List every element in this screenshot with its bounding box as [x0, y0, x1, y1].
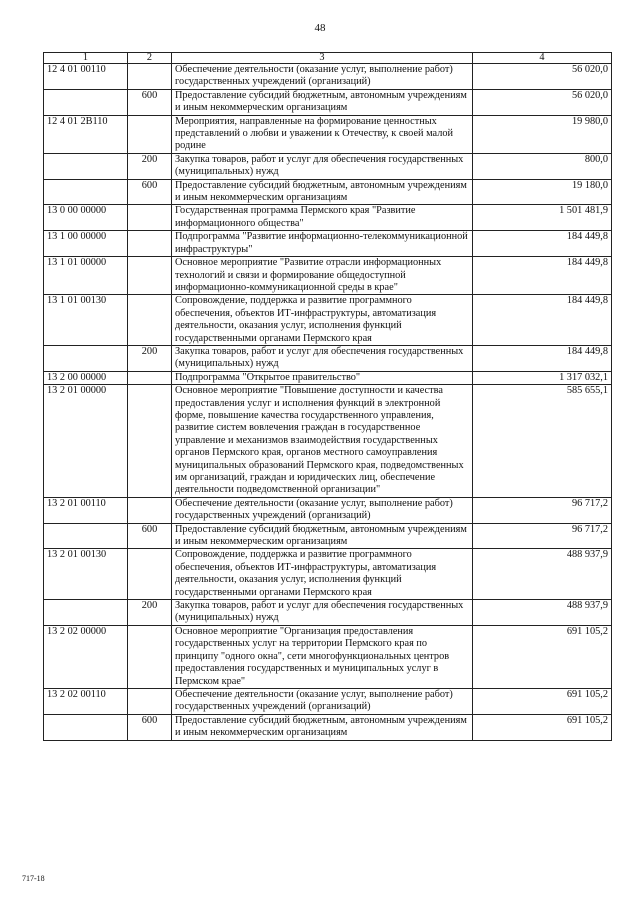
type-cell: 200 [128, 345, 172, 371]
code-cell: 13 1 01 00000 [44, 257, 128, 295]
code-cell [44, 345, 128, 371]
amount-cell: 96 717,2 [473, 523, 612, 549]
table-row [44, 371, 612, 384]
amount-cell: 184 449,8 [473, 257, 612, 295]
code-cell: 12 4 01 2В110 [44, 115, 128, 153]
document-code: 717-18 [22, 874, 45, 883]
amount-cell: 1 317 032,1 [473, 371, 612, 384]
type-cell [128, 257, 172, 295]
type-cell: 600 [128, 89, 172, 115]
column-header: 2 [128, 53, 172, 64]
amount-cell: 184 449,8 [473, 295, 612, 346]
code-cell: 13 2 02 00110 [44, 688, 128, 714]
code-cell: 13 2 01 00000 [44, 385, 128, 498]
table-row [44, 257, 612, 295]
desc-cell: Предоставление субсидий бюджетным, автономным учреждениям и иным некоммерческим организациям [172, 523, 473, 549]
code-cell [44, 153, 128, 179]
amount-cell: 19 980,0 [473, 115, 612, 153]
column-header: 4 [473, 53, 612, 64]
desc-cell: Обеспечение деятельности (оказание услуг, выполнение работ) государственных учреждений (организаций) [172, 497, 473, 523]
desc-cell: Закупка товаров, работ и услуг для обеспечения государственных (муниципальных) нужд [172, 600, 473, 626]
code-cell: 13 2 01 00130 [44, 549, 128, 600]
table-row [44, 549, 612, 600]
amount-cell: 96 717,2 [473, 497, 612, 523]
desc-cell: Государственная программа Пермского края "Развитие информационного общества" [172, 205, 473, 231]
table-row [44, 64, 612, 90]
type-cell [128, 497, 172, 523]
type-cell [128, 688, 172, 714]
code-cell: 13 2 02 00000 [44, 625, 128, 688]
column-header: 3 [172, 53, 473, 64]
table-body [44, 64, 612, 741]
desc-cell: Основное мероприятие "Повышение доступности и качества предоставления услуг и исполнения функций в электронной форме, повышение качества государственного управления, развитие систем вовлечения граждан в государственное управление и механизмов взаимодействия государственных органов Пермского края, органов местного самоуправления муниципальных образований Пермского края, подведомственных им организаций, граждан и юридических лиц, обеспечение деятельности подведомственной организации" [172, 385, 473, 498]
type-cell: 200 [128, 153, 172, 179]
table-row [44, 385, 612, 498]
amount-cell: 184 449,8 [473, 231, 612, 257]
amount-cell: 19 180,0 [473, 179, 612, 205]
desc-cell: Подпрограмма "Открытое правительство" [172, 371, 473, 384]
type-cell [128, 625, 172, 688]
code-cell [44, 523, 128, 549]
code-cell: 13 2 01 00110 [44, 497, 128, 523]
desc-cell: Сопровождение, поддержка и развитие программного обеспечения, объектов ИТ-инфраструктуры, автоматизация деятельности, оказания услуг, исполнения функций государственными органами Пермского края [172, 295, 473, 346]
amount-cell: 800,0 [473, 153, 612, 179]
table-row [44, 345, 612, 371]
code-cell [44, 89, 128, 115]
type-cell: 600 [128, 523, 172, 549]
table-row [44, 115, 612, 153]
table-row [44, 153, 612, 179]
page-number: 48 [314, 22, 326, 34]
table-row [44, 89, 612, 115]
type-cell: 600 [128, 179, 172, 205]
code-cell: 13 0 00 00000 [44, 205, 128, 231]
column-header: 1 [44, 53, 128, 64]
type-cell [128, 205, 172, 231]
type-cell [128, 371, 172, 384]
amount-cell: 691 105,2 [473, 625, 612, 688]
table-row [44, 688, 612, 714]
code-cell: 13 1 00 00000 [44, 231, 128, 257]
amount-cell: 56 020,0 [473, 64, 612, 90]
desc-cell: Сопровождение, поддержка и развитие программного обеспечения, объектов ИТ-инфраструктуры, автоматизация деятельности, оказания услуг, исполнения функций государственными органами Пермского края [172, 549, 473, 600]
table-row [44, 714, 612, 740]
table-row [44, 179, 612, 205]
desc-cell: Основное мероприятие "Развитие отрасли информационных технологий и связи и формирование общедоступной информационно-коммуникационной среды в крае" [172, 257, 473, 295]
amount-cell: 585 655,1 [473, 385, 612, 498]
table-row [44, 205, 612, 231]
desc-cell: Предоставление субсидий бюджетным, автономным учреждениям и иным некоммерческим организациям [172, 714, 473, 740]
desc-cell: Предоставление субсидий бюджетным, автономным учреждениям и иным некоммерческим организациям [172, 89, 473, 115]
amount-cell: 691 105,2 [473, 688, 612, 714]
type-cell: 200 [128, 600, 172, 626]
table-row [44, 295, 612, 346]
type-cell [128, 231, 172, 257]
code-cell: 13 2 00 00000 [44, 371, 128, 384]
amount-cell: 56 020,0 [473, 89, 612, 115]
table-row [44, 600, 612, 626]
desc-cell: Обеспечение деятельности (оказание услуг, выполнение работ) государственных учреждений (организаций) [172, 688, 473, 714]
type-cell: 600 [128, 714, 172, 740]
desc-cell: Подпрограмма "Развитие информационно-телекоммуникационной инфраструктуры" [172, 231, 473, 257]
desc-cell: Основное мероприятие "Организация предоставления государственных услуг на территории Пермского края по принципу "одного окна", сети многофункциональных центров предоставления государственных и муниципальных услуг в Пермском крае" [172, 625, 473, 688]
code-cell: 12 4 01 00110 [44, 64, 128, 90]
code-cell: 13 1 01 00130 [44, 295, 128, 346]
desc-cell: Обеспечение деятельности (оказание услуг, выполнение работ) государственных учреждений (организаций) [172, 64, 473, 90]
code-cell [44, 600, 128, 626]
table-row [44, 231, 612, 257]
table-row [44, 625, 612, 688]
type-cell [128, 385, 172, 498]
amount-cell: 488 937,9 [473, 549, 612, 600]
type-cell [128, 64, 172, 90]
table-row [44, 523, 612, 549]
table-header-row [44, 53, 612, 64]
budget-table [43, 52, 612, 741]
type-cell [128, 295, 172, 346]
table-row [44, 497, 612, 523]
amount-cell: 488 937,9 [473, 600, 612, 626]
desc-cell: Предоставление субсидий бюджетным, автономным учреждениям и иным некоммерческим организациям [172, 179, 473, 205]
amount-cell: 1 501 481,9 [473, 205, 612, 231]
code-cell [44, 179, 128, 205]
desc-cell: Закупка товаров, работ и услуг для обеспечения государственных (муниципальных) нужд [172, 153, 473, 179]
amount-cell: 184 449,8 [473, 345, 612, 371]
desc-cell: Мероприятия, направленные на формирование ценностных представлений о любви и уважении к Отечеству, к своей малой родине [172, 115, 473, 153]
code-cell [44, 714, 128, 740]
amount-cell: 691 105,2 [473, 714, 612, 740]
type-cell [128, 549, 172, 600]
desc-cell: Закупка товаров, работ и услуг для обеспечения государственных (муниципальных) нужд [172, 345, 473, 371]
type-cell [128, 115, 172, 153]
